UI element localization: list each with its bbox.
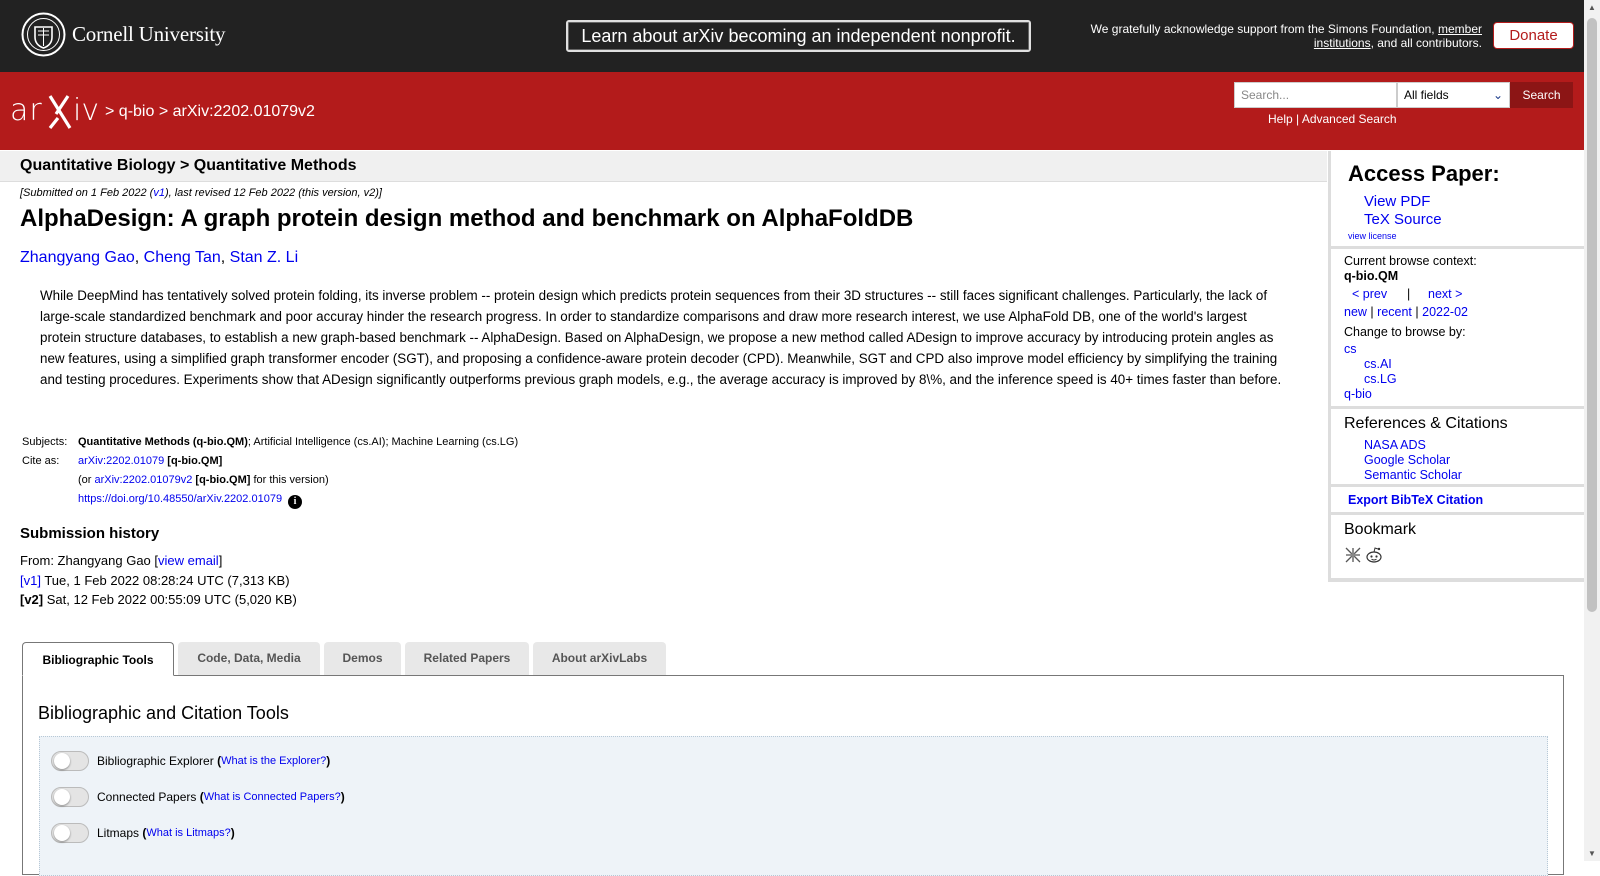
references-title: References & Citations bbox=[1344, 415, 1508, 432]
acknowledgement-text: We gratefully acknowledge support from the Simons Foundation, member institutions, and all contributors. bbox=[1090, 22, 1482, 50]
svg-text:iv: iv bbox=[73, 93, 100, 128]
search-field-select[interactable]: All fields ⌄ bbox=[1397, 82, 1510, 108]
author-list: Zhangyang Gao, Cheng Tan, Stan Z. Li bbox=[20, 249, 299, 266]
author-link[interactable]: Cheng Tan bbox=[143, 249, 221, 266]
connected-papers-help-link[interactable]: What is Connected Papers? bbox=[203, 791, 341, 803]
doi-link[interactable]: https://doi.org/10.48550/arXiv.2202.01079 bbox=[78, 493, 283, 505]
google-scholar-link[interactable]: Google Scholar bbox=[1364, 453, 1451, 467]
tex-source-link[interactable]: TeX Source bbox=[1364, 211, 1442, 228]
tab-related-papers[interactable]: Related Papers bbox=[405, 642, 529, 675]
tool-connected-papers: Connected Papers ( What is Connected Papers? ) bbox=[51, 787, 345, 807]
tab-demos[interactable]: Demos bbox=[324, 642, 401, 675]
abstract: While DeepMind has tentatively solved protein folding, its inverse problem -- protein design which predicts protein sequences from their 3D structures -- still faces significant challenges. Particularly, the lack of large-scale standardized benchmark and poor accuray hinder the research progress. In order to standardize comparisons and draw more research interest, we use AlphaFold DB, one of the world's largest protein structure databases, to establish a new graph-based benchmark -- AlphaDesign. Based on AlphaDesign, we propose a new method called ADesign to improve accuracy by introducing protein angles as new features, using a simplified graph transformer encoder (SGT), and proposing a confidence-aware protein decoder (CPD). Meanwhile, SGT and CPD also improve model efficiency by simplifying the training and testing procedures. Experiments show that ADesign significantly outperforms previous graph models, e.g., the average accuracy is improved by 8\%, and the inference speed is 40+ times faster than before. bbox=[40, 288, 1282, 387]
explorer-help-link[interactable]: What is the Explorer? bbox=[221, 755, 327, 767]
prev-link[interactable]: < prev bbox=[1352, 287, 1388, 301]
next-link[interactable]: next > bbox=[1428, 287, 1463, 301]
metadata-table: Subjects: Quantitative Methods (q-bio.QM); Artificial Intelligence (cs.AI); Machine Learning (cs.LG) Cite as: arXiv:2202.01079 [q-bio.QM] (or arXiv:2202.01079v2 [q-bio.QM] for this version) https://doi.org/10.48550/arXiv.2202.01079 i bbox=[22, 436, 519, 507]
breadcrumb: > q-bio > arXiv:2202.01079v2 bbox=[105, 103, 315, 120]
cornell-seal-icon bbox=[21, 12, 66, 57]
version-v1-link[interactable]: [v1] bbox=[20, 572, 41, 588]
access-paper-section bbox=[1331, 151, 1584, 249]
tab-about-arxivlabs[interactable]: About arXivLabs bbox=[533, 642, 666, 675]
subject-header-title: Quantitative Biology > Quantitative Methods bbox=[20, 157, 357, 174]
browse-cs-ai-link[interactable]: cs.AI bbox=[1364, 357, 1392, 371]
cite-version-link[interactable]: arXiv:2202.01079v2 bbox=[94, 474, 193, 486]
month-link[interactable]: 2022-02 bbox=[1422, 305, 1468, 319]
references-section bbox=[1331, 409, 1584, 487]
subjects-label: Subjects: bbox=[22, 436, 68, 448]
right-sidebar bbox=[1328, 151, 1584, 582]
search-button[interactable]: Search bbox=[1510, 82, 1573, 108]
member-institutions-link[interactable]: member institutions bbox=[1313, 22, 1482, 50]
scroll-down-icon[interactable]: ▼ bbox=[1588, 849, 1596, 858]
browse-qbio-link[interactable]: q-bio bbox=[1344, 387, 1372, 401]
submission-dateline: [Submitted on 1 Feb 2022 (v1), last revised 12 Feb 2022 (this version, v2)] bbox=[20, 187, 382, 199]
svg-text:ar: ar bbox=[10, 93, 43, 128]
bookmark-title: Bookmark bbox=[1344, 521, 1417, 538]
help-link[interactable]: Help bbox=[1268, 112, 1293, 126]
cite-as-label: Cite as: bbox=[22, 455, 60, 467]
tool-bibliographic-explorer: Bibliographic Explorer ( What is the Explorer? ) bbox=[51, 751, 330, 771]
access-paper-title: Access Paper: bbox=[1348, 161, 1500, 186]
view-email-link[interactable]: view email bbox=[158, 553, 219, 568]
nasa-ads-link[interactable]: NASA ADS bbox=[1364, 438, 1426, 452]
search-input[interactable] bbox=[1234, 82, 1397, 108]
advanced-search-link[interactable]: Advanced Search bbox=[1301, 112, 1397, 126]
browse-context-section: Current browse context: q-bio.QM < prev | next > new | recent | 2022-02 Change to browse by: cs cs.AI cs.LG q-bio bbox=[1331, 249, 1584, 409]
export-section bbox=[1331, 487, 1584, 515]
submission-history: From: Zhangyang Gao [view email] [v1] Tue, 1 Feb 2022 08:28:24 UTC (7,313 KB) [v2] Sat, 12 Feb 2022 00:55:09 UTC (5,020 KB) bbox=[20, 553, 297, 607]
cornell-logo-link[interactable] bbox=[21, 12, 225, 57]
tab-code-data-media[interactable]: Code, Data, Media bbox=[178, 642, 320, 675]
help-links: Help | Advanced Search bbox=[1268, 112, 1397, 126]
site-header bbox=[0, 72, 1584, 150]
author-link[interactable]: Zhangyang Gao bbox=[20, 249, 135, 266]
litmaps-toggle[interactable] bbox=[51, 823, 89, 843]
chevron-down-icon: ⌄ bbox=[1492, 88, 1503, 102]
connected-papers-toggle[interactable] bbox=[51, 787, 89, 807]
arxiv-logo-icon[interactable] bbox=[10, 90, 102, 132]
bibsonomy-icon[interactable] bbox=[1344, 546, 1362, 564]
breadcrumb-paper-id: arXiv:2202.01079v2 bbox=[172, 103, 315, 120]
tool-litmaps: Litmaps ( What is Litmaps? ) bbox=[51, 823, 235, 843]
breadcrumb-qbio-link[interactable]: q-bio bbox=[118, 103, 155, 120]
info-icon[interactable]: i bbox=[288, 495, 302, 509]
new-link[interactable]: new bbox=[1344, 305, 1367, 319]
subject-header bbox=[0, 151, 1327, 182]
browse-context: q-bio.QM bbox=[1344, 269, 1399, 283]
version-v2-label: [v2] bbox=[20, 592, 44, 607]
donate-button[interactable]: Donate bbox=[1493, 22, 1574, 49]
subjects-value: Quantitative Methods (q-bio.QM); Artificial Intelligence (cs.AI); Machine Learning (cs.LG) bbox=[78, 436, 519, 448]
recent-link[interactable]: recent bbox=[1377, 305, 1412, 319]
export-bibtex-link[interactable]: Export BibTeX Citation bbox=[1348, 493, 1484, 507]
submission-history-title: Submission history bbox=[20, 525, 160, 542]
view-pdf-link[interactable]: View PDF bbox=[1364, 193, 1431, 210]
browse-cs-lg-link[interactable]: cs.LG bbox=[1364, 372, 1397, 386]
tab-bibliographic-tools[interactable]: Bibliographic Tools bbox=[22, 642, 174, 676]
explorer-toggle[interactable] bbox=[51, 751, 89, 771]
scroll-up-icon[interactable]: ▲ bbox=[1588, 3, 1596, 12]
page-scrollbar[interactable] bbox=[1584, 0, 1600, 861]
bookmark-section bbox=[1331, 515, 1584, 573]
announcement-button[interactable]: Learn about arXiv becoming an independent nonprofit. bbox=[566, 20, 1031, 52]
browse-cs-link[interactable]: cs bbox=[1344, 342, 1357, 356]
panel-title: Bibliographic and Citation Tools bbox=[38, 703, 289, 723]
top-bar bbox=[0, 0, 1584, 72]
v1-link[interactable]: v1 bbox=[153, 187, 165, 199]
litmaps-help-link[interactable]: What is Litmaps? bbox=[146, 827, 231, 839]
reddit-icon[interactable] bbox=[1365, 546, 1383, 564]
university-name: Cornell University bbox=[72, 22, 226, 46]
scroll-thumb[interactable] bbox=[1587, 18, 1597, 612]
author-link[interactable]: Stan Z. Li bbox=[229, 249, 299, 266]
paper-title: AlphaDesign: A graph protein design method and benchmark on AlphaFoldDB bbox=[20, 205, 914, 232]
semantic-scholar-link[interactable]: Semantic Scholar bbox=[1364, 468, 1462, 482]
view-license-link[interactable]: view license bbox=[1348, 231, 1397, 241]
cite-arxiv-link[interactable]: arXiv:2202.01079 bbox=[78, 455, 165, 467]
